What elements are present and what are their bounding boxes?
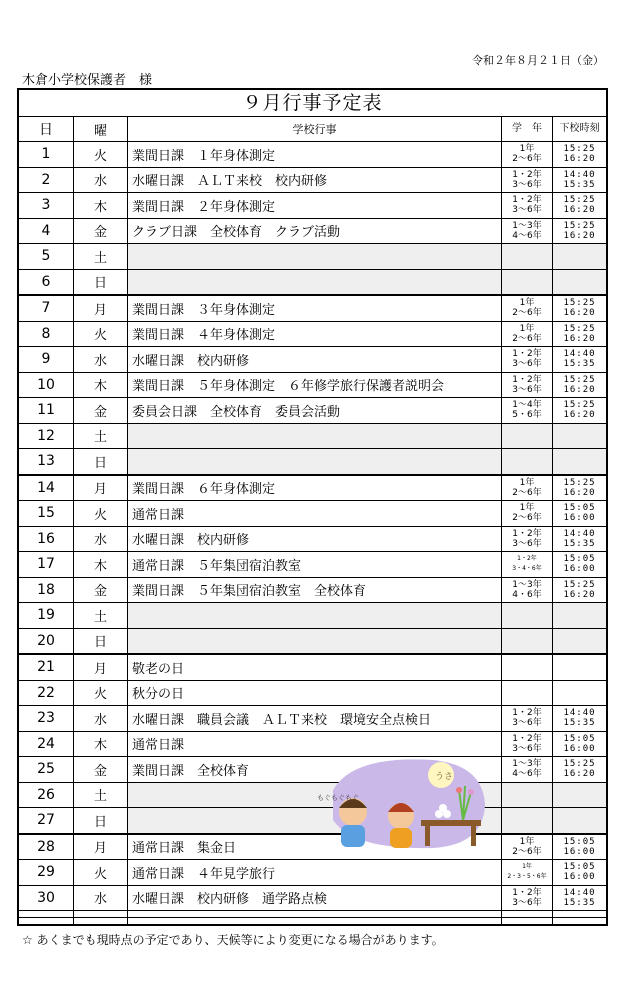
cell-weekday: 金 — [74, 219, 128, 244]
cell-weekday: 土 — [74, 424, 128, 449]
cell-events: 通常日課 ５年集団宿泊教室 — [128, 552, 502, 577]
cell-weekday: 月 — [74, 835, 128, 860]
cell-events: 水曜日課 校内研修 通学路点検 — [128, 886, 502, 911]
cell-events: 業間日課 ４年身体測定 — [128, 322, 502, 347]
time-line-2: 16:20 — [563, 333, 596, 344]
cell-dismissal — [553, 578, 606, 603]
cell-dismissal — [553, 219, 606, 244]
cell-dismissal — [553, 783, 606, 808]
cell-weekday: 木 — [74, 373, 128, 398]
cell-weekday: 日 — [74, 808, 128, 833]
cell-day: 15 — [19, 501, 74, 526]
time-line-2: 16:20 — [563, 154, 596, 165]
time-line-1: 15:25 — [563, 144, 596, 155]
grade-line-1: 1・2年 — [517, 555, 537, 563]
cell-events: 業間日課 全校体育 — [128, 757, 502, 782]
grade-line-2: 3～6年 — [512, 897, 542, 908]
cell-events: 敬老の日 — [128, 655, 502, 680]
cell-day: 11 — [19, 398, 74, 423]
moon-viewing-illustration — [313, 750, 489, 854]
cell-grade — [502, 270, 553, 295]
grade-line-2: 3・4・6年 — [512, 565, 542, 573]
cell-day: 24 — [19, 732, 74, 757]
col-header-grade: 学 年 — [502, 117, 553, 141]
table-row — [19, 449, 606, 475]
cell-grade — [502, 552, 553, 577]
cell-events: 業間日課 ６年身体測定 — [128, 476, 502, 501]
cell-events: 通常日課 — [128, 501, 502, 526]
cell-grade — [502, 886, 553, 911]
cell-day: 17 — [19, 552, 74, 577]
cell-grade — [502, 449, 553, 474]
grade-line-1: 1～3年 — [512, 579, 542, 590]
cell-events: 通常日課 — [128, 732, 502, 757]
cell-dismissal — [553, 706, 606, 731]
cell-dismissal — [553, 527, 606, 552]
cell-day: 26 — [19, 783, 74, 808]
grade-line-2: 3～6年 — [512, 205, 542, 216]
grade-line-2: 2～6年 — [512, 333, 542, 344]
time-line-2: 16:00 — [563, 743, 596, 754]
time-line-1: 15:25 — [563, 323, 596, 334]
time-line-2: 16:20 — [563, 589, 596, 600]
cell-weekday: 火 — [74, 860, 128, 885]
grade-line-1: 1年 — [519, 144, 535, 155]
cell-day: 22 — [19, 681, 74, 706]
cell-grade — [502, 860, 553, 885]
table-row — [19, 886, 606, 912]
cell-dismissal — [553, 808, 606, 833]
grade-line-2: 3～6年 — [512, 538, 542, 549]
time-line-1: 14:40 — [563, 708, 596, 719]
table-row — [19, 578, 606, 604]
cell-weekday: 金 — [74, 578, 128, 603]
cell-weekday: 金 — [74, 398, 128, 423]
cell-grade — [502, 168, 553, 193]
footer-note: ☆ あくまでも現時点の予定であり、天候等により変更になる場合があります。 — [22, 933, 444, 947]
cell-day: 23 — [19, 706, 74, 731]
cell-day: 18 — [19, 578, 74, 603]
grade-line-2: 2～6年 — [512, 308, 542, 319]
time-line-1: 15:05 — [563, 836, 596, 847]
cell-grade — [502, 373, 553, 398]
cell-dismissal — [553, 244, 606, 269]
table-row — [19, 322, 606, 348]
cell-dismissal — [553, 757, 606, 782]
cell-events: クラブ日課 全校体育 クラブ活動 — [128, 219, 502, 244]
table-header-row — [19, 117, 606, 142]
cell-day: 21 — [19, 655, 74, 680]
time-line-1: 14:40 — [563, 528, 596, 539]
cell-weekday: 水 — [74, 347, 128, 372]
cell-events — [128, 449, 502, 474]
cell-events: 通常日課 集金日 — [128, 835, 502, 860]
cell-day: 20 — [19, 629, 74, 654]
cell-day: 4 — [19, 219, 74, 244]
cell-day: 2 — [19, 168, 74, 193]
cell-weekday: 木 — [74, 732, 128, 757]
cell-grade — [502, 193, 553, 218]
cell-grade — [502, 527, 553, 552]
grade-line-2: 4～6年 — [512, 769, 542, 780]
time-line-1: 14:40 — [563, 349, 596, 360]
cell-weekday: 日 — [74, 270, 128, 295]
grade-line-1: 1～4年 — [512, 400, 542, 411]
time-line-1: 15:25 — [563, 298, 596, 309]
time-line-2: 15:35 — [563, 897, 596, 908]
cell-events — [128, 629, 502, 654]
cell-grade — [502, 322, 553, 347]
grade-line-1: 1・2年 — [512, 528, 542, 539]
time-line-2: 16:20 — [563, 384, 596, 395]
cell-day: 7 — [19, 296, 74, 321]
time-line-2: 16:00 — [563, 872, 596, 883]
table-row — [19, 552, 606, 578]
cell-grade — [502, 732, 553, 757]
cell-events — [128, 270, 502, 295]
time-line-1: 15:25 — [563, 195, 596, 206]
table-row — [19, 629, 606, 655]
cell-dismissal — [553, 681, 606, 706]
grade-line-1: 1年 — [519, 477, 535, 488]
table-row — [19, 501, 606, 527]
cell-weekday: 木 — [74, 552, 128, 577]
cell-day: 29 — [19, 860, 74, 885]
cell-dismissal — [553, 424, 606, 449]
cell-grade — [502, 476, 553, 501]
table-row — [19, 527, 606, 553]
grade-line-2: 3～6年 — [512, 179, 542, 190]
grade-line-2: 3～6年 — [512, 718, 542, 729]
grade-line-1: 1～3年 — [512, 220, 542, 231]
cell-grade — [502, 219, 553, 244]
cell-dismissal — [553, 270, 606, 295]
grade-line-2: 4・6年 — [512, 589, 542, 600]
cell-dismissal — [553, 142, 606, 167]
cell-events: 水曜日課 校内研修 — [128, 527, 502, 552]
time-line-2: 16:20 — [563, 230, 596, 241]
moon-text: うさ — [435, 772, 454, 782]
grade-line-2: 3～6年 — [512, 743, 542, 754]
table-row — [19, 398, 606, 424]
cell-events: 業間日課 ２年身体測定 — [128, 193, 502, 218]
grade-line-1: 1・2年 — [512, 733, 542, 744]
cell-events: 通常日課 ４年見学旅行 — [128, 860, 502, 885]
grade-line-2: 2～6年 — [512, 846, 542, 857]
issue-date: 令和２年８月２１日（金） — [472, 54, 604, 67]
cell-day: 13 — [19, 449, 74, 474]
cell-grade — [502, 398, 553, 423]
table-row — [19, 681, 606, 707]
table-row — [19, 860, 606, 886]
cell-dismissal — [553, 860, 606, 885]
cell-day: 30 — [19, 886, 74, 911]
cell-events: 秋分の日 — [128, 681, 502, 706]
time-line-2: 16:20 — [563, 769, 596, 780]
grade-line-1: 1・2年 — [512, 169, 542, 180]
time-line-1: 15:25 — [563, 579, 596, 590]
cell-day: 28 — [19, 835, 74, 860]
table-row — [19, 193, 606, 219]
cell-weekday: 火 — [74, 142, 128, 167]
cell-dismissal — [553, 603, 606, 628]
cell-dismissal — [553, 296, 606, 321]
grade-line-1: 1年 — [519, 503, 535, 514]
col-header-day: 日 — [19, 117, 74, 141]
cell-dismissal — [553, 373, 606, 398]
time-line-2: 15:35 — [563, 179, 596, 190]
grade-line-1: 1年 — [519, 836, 535, 847]
cell-events: 業間日課 ３年身体測定 — [128, 296, 502, 321]
cell-weekday: 日 — [74, 629, 128, 654]
cell-dismissal — [553, 398, 606, 423]
cell-day: 6 — [19, 270, 74, 295]
cell-grade — [502, 603, 553, 628]
time-line-1: 15:05 — [563, 733, 596, 744]
cell-events: 水曜日課 職員会議 ＡＬＴ来校 環境安全点検日 — [128, 706, 502, 731]
cell-day: 8 — [19, 322, 74, 347]
cell-grade — [502, 424, 553, 449]
table-row — [19, 244, 606, 270]
table-row — [19, 424, 606, 450]
grade-line-1: 1年 — [519, 323, 535, 334]
cell-grade — [502, 706, 553, 731]
cell-dismissal — [553, 501, 606, 526]
grade-line-2: 2～6年 — [512, 487, 542, 498]
cell-weekday: 水 — [74, 706, 128, 731]
grade-line-2: 2～6年 — [512, 513, 542, 524]
cell-day: 19 — [19, 603, 74, 628]
time-line-1: 15:25 — [563, 220, 596, 231]
cell-grade — [502, 244, 553, 269]
cell-events: 業間日課 ５年集団宿泊教室 全校体育 — [128, 578, 502, 603]
time-line-2: 16:00 — [563, 513, 596, 524]
cell-day: 10 — [19, 373, 74, 398]
cell-day: 3 — [19, 193, 74, 218]
table-row — [19, 142, 606, 168]
time-line-2: 16:20 — [563, 308, 596, 319]
cell-events: 委員会日課 全校体育 委員会活動 — [128, 398, 502, 423]
table-row — [19, 347, 606, 373]
cell-dismissal — [553, 449, 606, 474]
cell-dismissal — [553, 886, 606, 911]
recipient-line: 木倉小学校保護者 様 — [22, 73, 153, 88]
table-row — [19, 168, 606, 194]
table-row — [19, 706, 606, 732]
time-line-2: 16:00 — [563, 564, 596, 575]
table-row — [19, 475, 606, 502]
cell-events — [128, 424, 502, 449]
cell-grade — [502, 629, 553, 654]
cell-events: 業間日課 ５年身体測定 ６年修学旅行保護者説明会 — [128, 373, 502, 398]
cell-dismissal — [553, 347, 606, 372]
cell-weekday: 土 — [74, 603, 128, 628]
cell-grade — [502, 347, 553, 372]
col-header-dismissal: 下校時刻 — [559, 123, 600, 134]
cell-day: 1 — [19, 142, 74, 167]
grade-line-1: 1・2年 — [512, 195, 542, 206]
cell-events: 水曜日課 ＡＬＴ来校 校内研修 — [128, 168, 502, 193]
cell-weekday: 月 — [74, 296, 128, 321]
cell-grade — [502, 578, 553, 603]
grade-line-2: 3～6年 — [512, 359, 542, 370]
time-line-1: 14:40 — [563, 887, 596, 898]
time-line-1: 15:25 — [563, 759, 596, 770]
time-line-1: 15:25 — [563, 477, 596, 488]
grade-line-1: 1年 — [522, 863, 532, 871]
time-line-1: 15:05 — [563, 554, 596, 565]
grade-line-1: 1・2年 — [512, 374, 542, 385]
time-line-1: 15:05 — [563, 503, 596, 514]
time-line-1: 15:05 — [563, 862, 596, 873]
time-line-2: 16:00 — [563, 846, 596, 857]
cell-weekday: 土 — [74, 244, 128, 269]
cell-grade — [502, 681, 553, 706]
time-line-2: 16:20 — [563, 487, 596, 498]
time-line-2: 16:20 — [563, 205, 596, 216]
time-line-2: 15:35 — [563, 718, 596, 729]
time-line-2: 16:20 — [563, 410, 596, 421]
cell-weekday: 火 — [74, 322, 128, 347]
cell-weekday: 月 — [74, 655, 128, 680]
grade-line-1: 1・2年 — [512, 708, 542, 719]
cell-weekday: 水 — [74, 527, 128, 552]
cell-dismissal — [553, 732, 606, 757]
grade-line-2: 4～6年 — [512, 230, 542, 241]
cell-dismissal — [553, 655, 606, 680]
time-line-1: 15:25 — [563, 400, 596, 411]
grade-line-2: 3～6年 — [512, 384, 542, 395]
cell-dismissal — [553, 835, 606, 860]
cell-grade — [502, 142, 553, 167]
cell-grade — [502, 296, 553, 321]
cell-events: 水曜日課 校内研修 — [128, 347, 502, 372]
time-line-1: 14:40 — [563, 169, 596, 180]
table-row — [19, 373, 606, 399]
cell-weekday: 火 — [74, 681, 128, 706]
table-blank-row — [19, 918, 606, 924]
cell-grade — [502, 757, 553, 782]
cell-day: 5 — [19, 244, 74, 269]
cell-day: 25 — [19, 757, 74, 782]
table-row — [19, 295, 606, 322]
illustration-caption: もぐもぐもぐ — [317, 794, 359, 802]
cell-dismissal — [553, 193, 606, 218]
cell-grade — [502, 655, 553, 680]
cell-dismissal — [553, 168, 606, 193]
grade-line-2: 5・6年 — [512, 410, 542, 421]
cell-weekday: 土 — [74, 783, 128, 808]
cell-events — [128, 603, 502, 628]
time-line-2: 15:35 — [563, 359, 596, 370]
col-header-events: 学校行事 — [128, 117, 502, 141]
table-row — [19, 654, 606, 681]
cell-grade — [502, 835, 553, 860]
cell-day: 27 — [19, 808, 74, 833]
table-row — [19, 603, 606, 629]
cell-grade — [502, 783, 553, 808]
grade-line-2: 2～6年 — [512, 154, 542, 165]
cell-day: 16 — [19, 527, 74, 552]
cell-dismissal — [553, 476, 606, 501]
time-line-1: 15:25 — [563, 374, 596, 385]
cell-weekday: 月 — [74, 476, 128, 501]
cell-weekday: 火 — [74, 501, 128, 526]
table-blank-row — [19, 911, 606, 918]
col-header-weekday: 曜 — [74, 117, 128, 141]
table-row — [19, 219, 606, 245]
cell-dismissal — [553, 629, 606, 654]
table-row — [19, 270, 606, 296]
grade-line-1: 1年 — [519, 298, 535, 309]
cell-events: 業間日課 １年身体測定 — [128, 142, 502, 167]
cell-grade — [502, 501, 553, 526]
cell-dismissal — [553, 322, 606, 347]
cell-events — [128, 244, 502, 269]
cell-grade — [502, 808, 553, 833]
cell-day: 12 — [19, 424, 74, 449]
table-title: ９月行事予定表 — [19, 90, 606, 117]
grade-line-1: 1・2年 — [512, 887, 542, 898]
cell-weekday: 木 — [74, 193, 128, 218]
grade-line-2: 2・3・5・6年 — [507, 873, 547, 881]
cell-day: 9 — [19, 347, 74, 372]
cell-weekday: 金 — [74, 757, 128, 782]
grade-line-1: 1～3年 — [512, 759, 542, 770]
cell-weekday: 水 — [74, 886, 128, 911]
cell-dismissal — [553, 552, 606, 577]
time-line-2: 15:35 — [563, 538, 596, 549]
cell-weekday: 日 — [74, 449, 128, 474]
grade-line-1: 1・2年 — [512, 349, 542, 360]
cell-day: 14 — [19, 476, 74, 501]
cell-weekday: 水 — [74, 168, 128, 193]
